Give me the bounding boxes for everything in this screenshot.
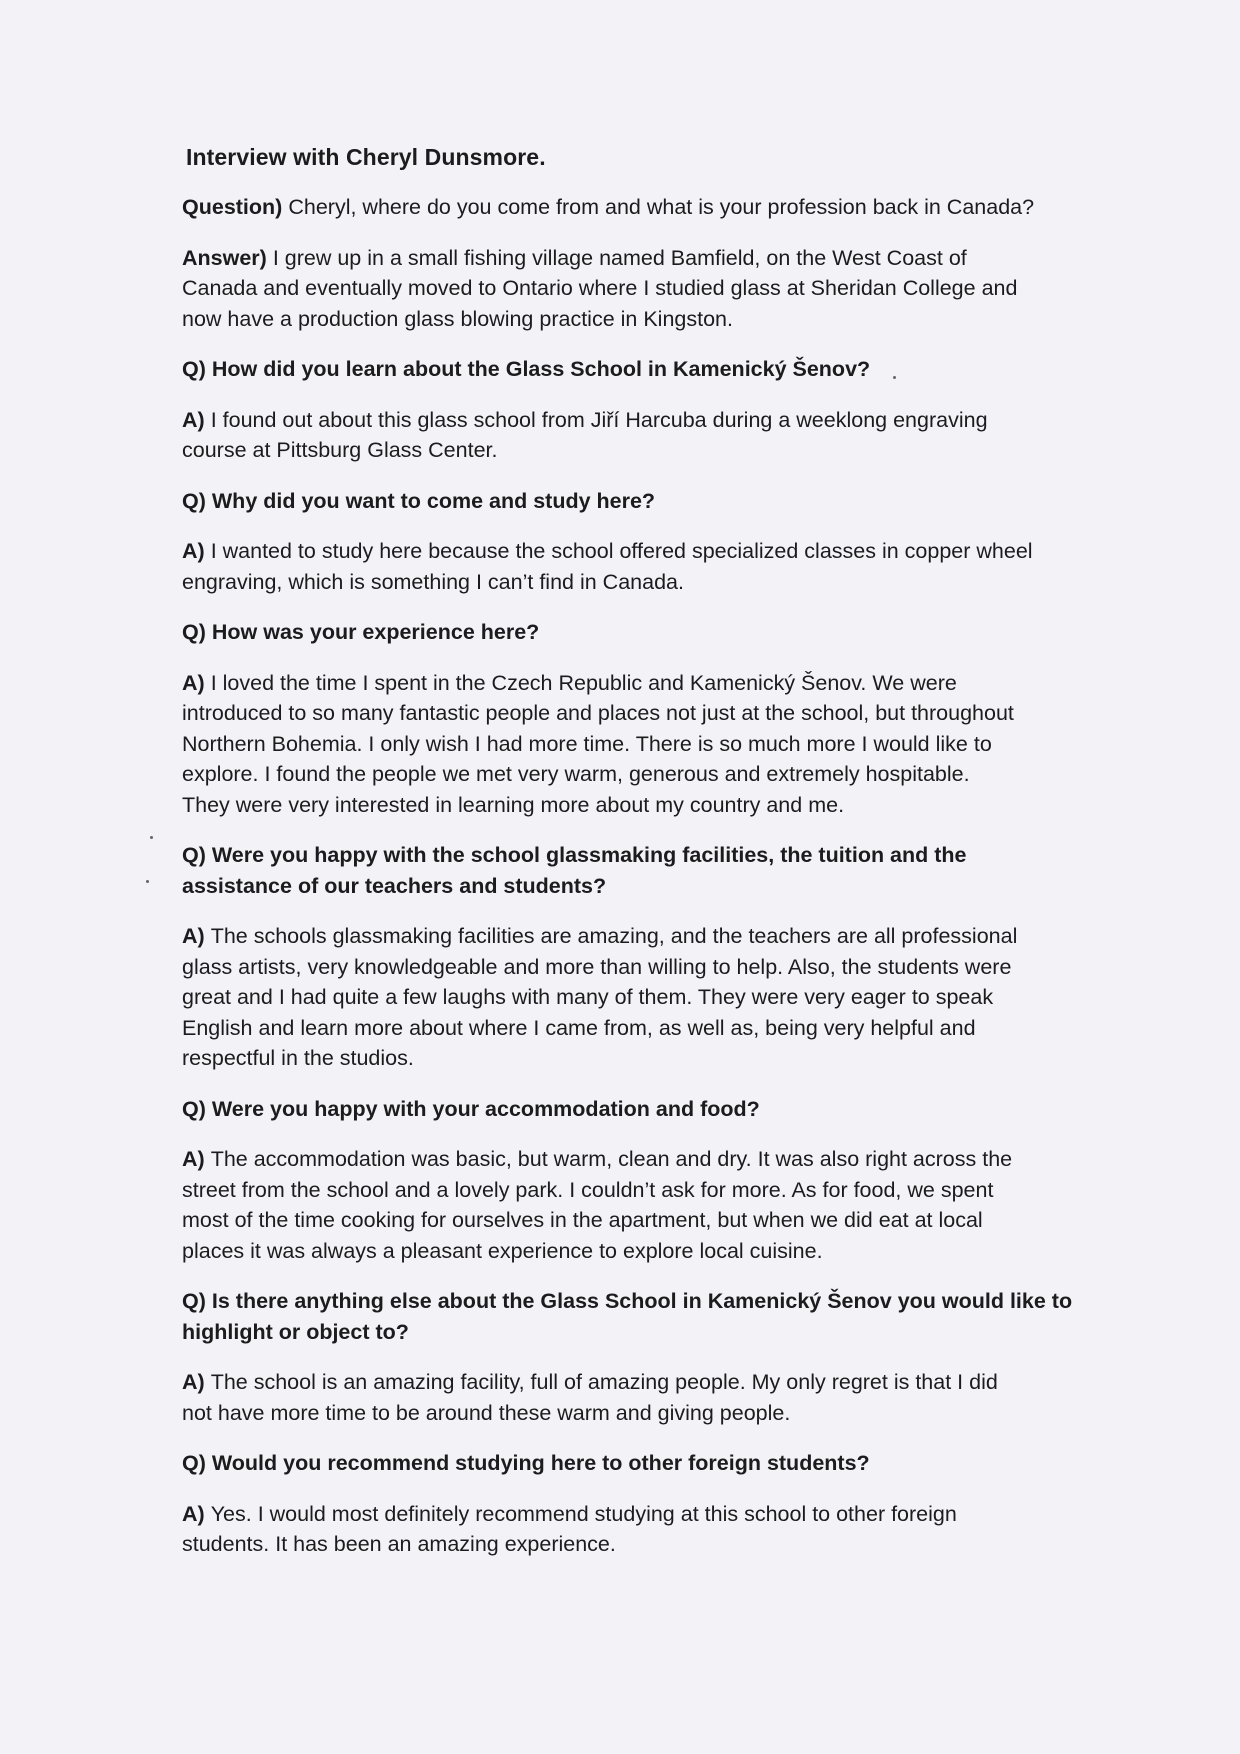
question-paragraph [182, 192, 1102, 223]
answer-label: A) [182, 1370, 205, 1394]
answer-text: The school is an amazing facility, full of amazing people. My only regret is that I did not have more time to be around these warm and giving people. [182, 1370, 998, 1425]
answer-paragraph [182, 921, 1102, 1074]
answer-text: The accommodation was basic, but warm, clean and dry. It was also right across the street from the school and a lovely park. I couldn’t ask for more. As for food, we spent most of the time cooking for ourselves in the apartment, but when we did eat at local places it was always a pleasant experience to explore local cuisine. [182, 1147, 1013, 1263]
question-text: Would you recommend studying here to other foreign students? [211, 1451, 870, 1475]
answer-text: The schools glassmaking facilities are amazing, and the teachers are all professional glass artists, very knowledgeable and more than willing to help. Also, the students were great and I had quite a few laughs with many of them. They were very eager to speak English and learn more about where I came from, as well as, being very helpful and respectful in the studios. [182, 924, 1018, 1070]
question-text: Were you happy with the school glassmaking facilities, the tuition and the assistance of our teachers and students? [182, 843, 967, 898]
question-text: Why did you want to come and study here? [211, 488, 656, 513]
question-text: How was your experience here? [211, 620, 540, 644]
answer-paragraph [182, 1144, 1102, 1266]
question-label: Q) [182, 1451, 206, 1475]
answer-paragraph [182, 536, 1102, 597]
answer-text: I found out about this glass school from Jiří Harcuba during a weeklong engraving course at Pittsburg Glass Center. [182, 407, 988, 462]
document-title: Interview with Cheryl Dunsmore. [186, 144, 546, 170]
answer-paragraph [182, 1499, 1102, 1560]
question-text: Were you happy with your accommodation and food? [211, 1096, 760, 1121]
question-paragraph [182, 1286, 1102, 1347]
question-label: Q) [182, 1096, 206, 1121]
answer-paragraph [182, 243, 1102, 335]
answer-label: Answer) [182, 245, 267, 270]
question-label: Q) [182, 1289, 206, 1313]
answer-label: A) [182, 924, 205, 948]
question-label: Q) [182, 357, 206, 381]
question-label: Q) [182, 843, 206, 867]
answer-text: I wanted to study here because the school offered specialized classes in copper wheel engraving, which is something I can’t find in Canada. [182, 539, 1033, 594]
interview-blocks [182, 192, 1102, 1560]
question-paragraph [182, 840, 1102, 901]
question-paragraph [182, 1094, 1102, 1125]
question-label: Q) [182, 620, 206, 644]
answer-label: A) [182, 1147, 205, 1171]
answer-text: I loved the time I spent in the Czech Republic and Kamenický Šenov. We were introduced to so many fantastic people and places not just at the school, but throughout Northern Bohemia. I only wish I had more time. There is so much more I would like to explore. I found the people we met very warm, generous and extremely hospitable. They were very interested in learning more about my country and me. [182, 670, 1014, 817]
scan-speck [146, 880, 149, 883]
question-paragraph [182, 1448, 1102, 1479]
answer-paragraph [182, 1367, 1102, 1428]
question-text: Cheryl, where do you come from and what is your profession back in Canada? [288, 195, 1035, 219]
question-paragraph [182, 354, 1102, 385]
answer-label: A) [182, 407, 205, 432]
answer-text: Yes. I would most definitely recommend studying at this school to other foreign students. It has been an amazing experience. [182, 1501, 957, 1556]
answer-text: I grew up in a small fishing village named Bamfield, on the West Coast of Canada and eventually moved to Ontario where I studied glass at Sheridan College and now have a production glass blowing practice in Kingston. [182, 245, 1018, 331]
answer-paragraph [182, 668, 1102, 821]
answer-label: A) [182, 1501, 205, 1526]
question-paragraph [182, 486, 1102, 517]
answer-label: A) [182, 539, 205, 563]
question-label: Q) [182, 488, 206, 513]
answer-paragraph [182, 405, 1102, 466]
document-body [182, 138, 1102, 1580]
scan-speck [150, 836, 153, 839]
question-paragraph [182, 617, 1102, 648]
question-label: Question) [182, 195, 283, 219]
answer-label: A) [182, 670, 205, 695]
question-text: Is there anything else about the Glass School in Kamenický Šenov you would like to highlight or object to? [182, 1289, 1073, 1344]
question-text: How did you learn about the Glass School in Kamenický Šenov? [211, 357, 871, 381]
